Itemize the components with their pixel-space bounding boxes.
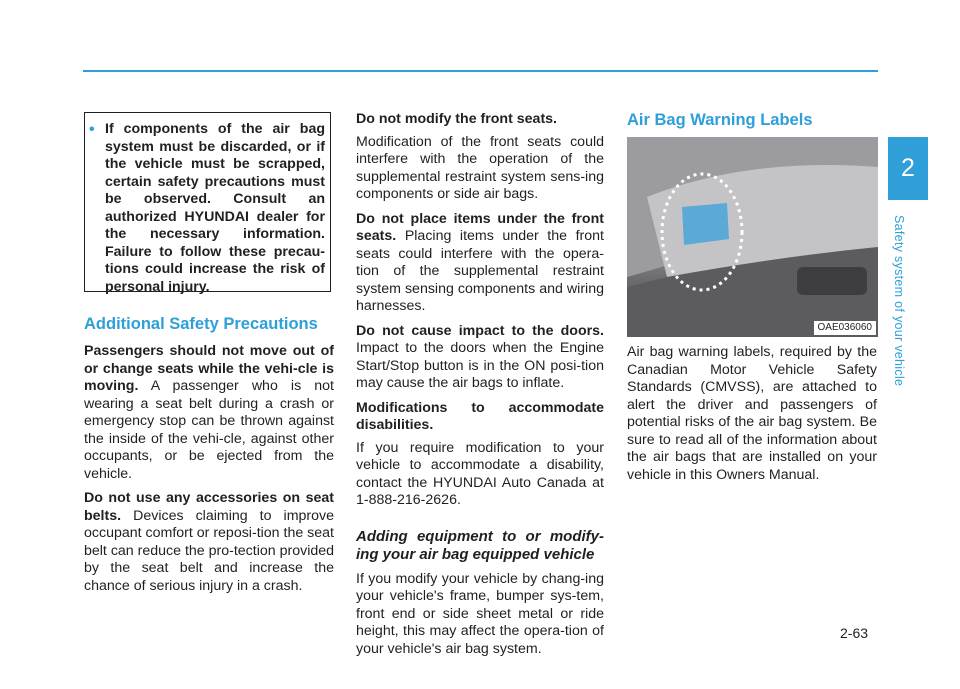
paragraph <box>84 490 334 595</box>
page-number: 2-63 <box>840 625 869 641</box>
chapter-title: Safety system of your vehicle <box>892 215 906 387</box>
paragraph-heading: Do not modify the front seats. <box>356 111 557 127</box>
section-additional-precautions <box>84 314 334 595</box>
paragraph-heading: Modifications to accommodate disabilities. <box>356 399 604 433</box>
section-warning-labels-body <box>627 344 877 484</box>
paragraph: Air bag warning labels, required by the Canadian Motor Vehicle Safety Standards (CMVSS), are attached to alert the driver and passengers of potential risks of the air bag system. Be sure to read all of the information about the air bags that are installed on your vehicle in this Owners Manual. <box>627 344 877 483</box>
subsection-heading: Adding equipment to or modify-ing your air bag equipped vehicle <box>356 527 604 563</box>
paragraph-body: Devices claiming to improve occupant comfort or reposi-tion the seat belt can reduce the pro-tection provided by the seat belt and increase the chance of serious injury in a crash. <box>84 507 335 594</box>
warning-box <box>84 112 331 295</box>
paragraph-body: Placing items under the front seats could interfere with the opera-tion of the supplemental restraint system sensing components and wiring harnesses. <box>356 228 604 314</box>
photo-code: OAE036060 <box>814 321 877 335</box>
paragraph-body: A passenger who is not wearing a seat belt during a crash or emergency stop can be thrown against the inside of the vehi-cle, against other occupants, or be ejected from the vehicle. <box>84 378 334 482</box>
section-warning-labels <box>627 110 877 130</box>
paragraph-lead: Do not place items under the front seats. <box>356 210 604 244</box>
top-rule <box>83 70 878 72</box>
paragraph-lead: Do not use any accessories on seat belts. <box>84 490 334 524</box>
sun-visor-illustration <box>627 137 878 337</box>
section-seats-and-doors <box>356 111 604 658</box>
chapter-tab <box>888 137 928 200</box>
paragraph <box>84 343 334 483</box>
sun-visor-photo <box>627 137 878 337</box>
paragraph-lead: Passengers should not move out of or change seats while the vehi-cle is moving. <box>84 343 334 394</box>
section-heading: Additional Safety Precautions <box>84 315 318 333</box>
paragraph: If you require modification to your vehicle to accommodate a disability, contact the HYUNDAI Auto Canada at 1-888-216-2626. <box>356 439 604 508</box>
warning-text: If components of the air bag system must be discarded, or if the vehicle must be scrapped, certain safety precautions must be observed. Consult an authorized HYUNDAI dealer for the necessary information. Failure to follow these precau-tions could increase the risk of personal injury. <box>105 121 325 295</box>
chapter-number: 2 <box>901 154 915 182</box>
paragraph <box>356 211 604 316</box>
warning-bullet: • <box>89 121 95 138</box>
paragraph <box>356 323 604 393</box>
paragraph: Modification of the front seats could interfere with the operation of the supplemental restraint system sens-ing components or side air bags. <box>356 133 604 202</box>
paragraph: If you modify your vehicle by chang-ing your vehicle's frame, bumper sys-tem, front end or side sheet metal or ride height, this may affect the opera-tion of your vehicle's air bag system. <box>356 570 604 657</box>
paragraph-lead: Do not cause impact to the doors. <box>356 322 604 339</box>
paragraph-body: Impact to the doors when the Engine Start/Stop button is in the ON posi-tion may cause the air bags to inflate. <box>356 340 604 391</box>
section-heading: Air Bag Warning Labels <box>627 111 813 129</box>
